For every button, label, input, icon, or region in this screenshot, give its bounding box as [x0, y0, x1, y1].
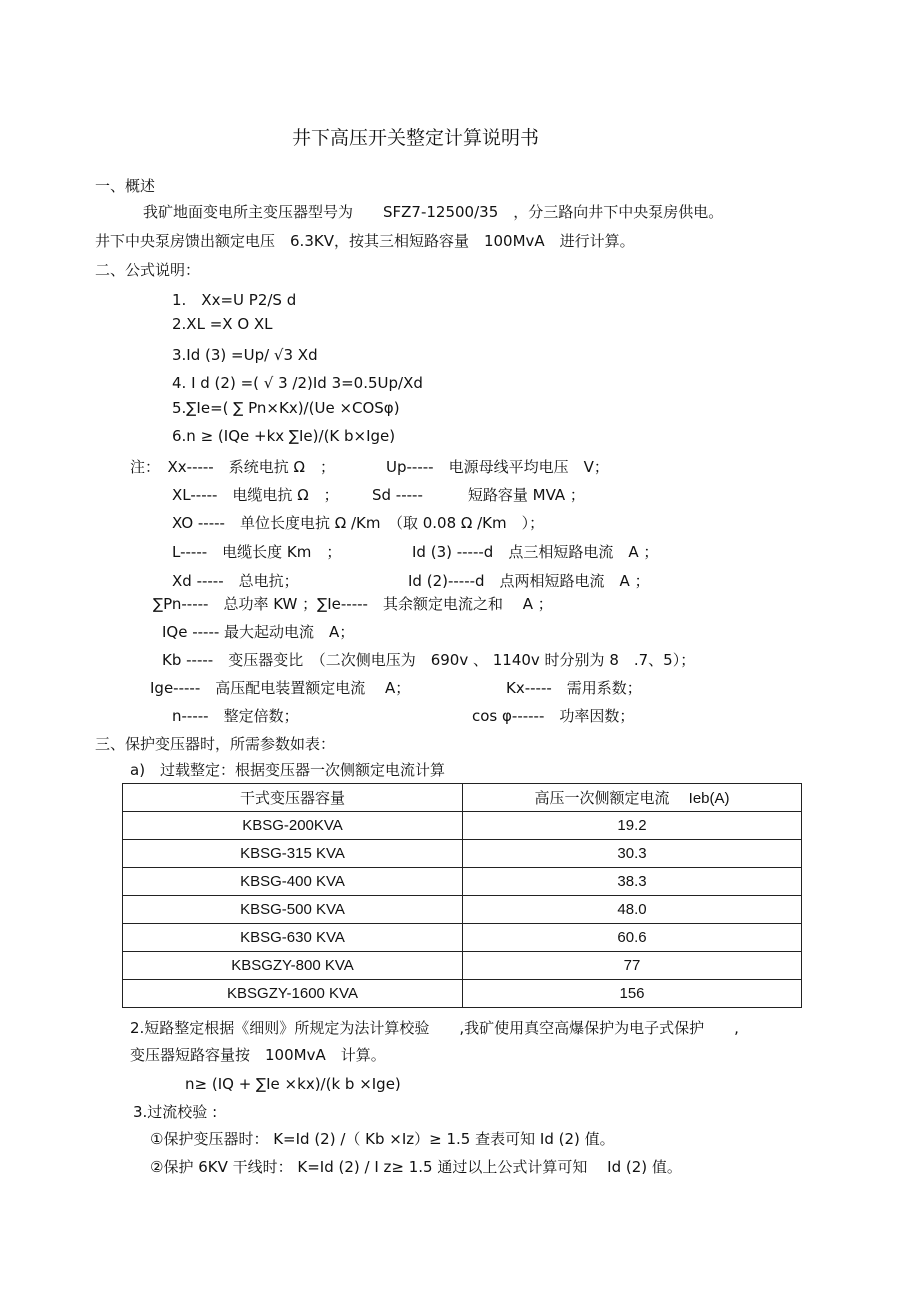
table-row [123, 952, 802, 980]
table-cell-model: KBSG-630 KVA [123, 924, 463, 952]
short-circuit-formula: n≥ (IQ + ∑Ie ×kx)/(k b ×Ige) [185, 1075, 401, 1093]
overload-setting: a) 过载整定：根据变压器一次侧额定电流计算 [130, 761, 446, 779]
formula-5: 5.∑Ie=( ∑ Pn×Kx)/(Ue ×COSφ) [172, 399, 400, 417]
table-cell-current: 60.6 [463, 924, 802, 952]
note-up: Up----- 电源母线平均电压 V； [386, 458, 609, 476]
formula-2: 2.XL =X O XL [172, 315, 273, 333]
table-cell-current: 156 [463, 980, 802, 1008]
note-xx: 注： Xx----- 系统电抗 Ω ； [130, 458, 335, 476]
overcurrent-heading: 3.过流校验 : [133, 1103, 218, 1121]
transformer-table [122, 783, 802, 1008]
table-cell-model: KBSGZY-800 KVA [123, 952, 463, 980]
table-row [123, 980, 802, 1008]
table-cell-model: KBSGZY-1600 KVA [123, 980, 463, 1008]
note-sd: Sd ----- 短路容量 MVA ； [372, 486, 585, 504]
table-cell-model: KBSG-315 KVA [123, 840, 463, 868]
table-header-current: 高压一次侧额定电流 Ieb(A) [463, 784, 802, 812]
table-row [123, 924, 802, 952]
page-title: 井下高压开关整定计算说明书 [292, 127, 540, 149]
table-cell-current: 77 [463, 952, 802, 980]
table-cell-current: 30.3 [463, 840, 802, 868]
table-cell-current: 48.0 [463, 896, 802, 924]
table-row [123, 896, 802, 924]
table-cell-current: 19.2 [463, 812, 802, 840]
note-kb: Kb ----- 变压器变比 （二次侧电压为 690v 、 1140v 时分别为 8 .7、5）； [162, 651, 696, 669]
note-id3: Id (3) -----d 点三相短路电流 A ； [412, 543, 659, 561]
formula-6: 6.n ≥ (IQe +kx ∑Ie)/(K b×Ige) [172, 427, 396, 445]
table-cell-model: KBSG-500 KVA [123, 896, 463, 924]
table-header-row [123, 784, 802, 812]
note-id2: Id (2)-----d 点两相短路电流 A ； [408, 572, 650, 590]
short-circuit-setting: 2.短路整定根据《细则》所规定为法计算校验 ,我矿使用真空高爆保护为电子式保护 , [130, 1019, 739, 1037]
note-n: n----- 整定倍数； [172, 707, 299, 725]
overview-paragraph-1: 我矿地面变电所主变压器型号为 SFZ7-12500/35 ，分三路向井下中央泵房供电。 [143, 203, 724, 221]
table-cell-current: 38.3 [463, 868, 802, 896]
overview-paragraph-2: 井下中央泵房馈出额定电压 6.3KV，按其三相短路容量 100MvA 进行计算。 [95, 232, 635, 250]
note-kx: Kx----- 需用系数； [506, 679, 642, 697]
overcurrent-trunk-line: ②保护 6KV 干线时： K=Id (2) / I z≥ 1.5 通过以上公式计算可知 Id (2) 值。 [150, 1158, 682, 1176]
note-xo: XO ----- 单位长度电抗 Ω /Km （取 0.08 Ω /Km ）； [172, 514, 545, 532]
table-row [123, 868, 802, 896]
note-xd: Xd ----- 总电抗； [172, 572, 299, 590]
note-l: L----- 电缆长度 Km ； [172, 543, 342, 561]
section-1-heading: 一、概述 [95, 177, 156, 195]
overcurrent-transformer: ①保护变压器时： K=Id (2) /（ Kb ×Iz）≥ 1.5 查表可知 Id (2) 值。 [150, 1130, 615, 1148]
note-xl: XL----- 电缆电抗 Ω ； [172, 486, 339, 504]
note-iqe: IQe ----- 最大起动电流 A； [162, 623, 355, 641]
table-row [123, 812, 802, 840]
note-pn: ∑Pn----- 总功率 KW ；∑Ie----- 其余额定电流之和 A ； [153, 595, 553, 613]
table-cell-model: KBSG-400 KVA [123, 868, 463, 896]
table-header-capacity: 干式变压器容量 [123, 784, 463, 812]
short-circuit-capacity: 变压器短路容量按 100MvA 计算。 [130, 1046, 386, 1064]
note-cos: cos φ------ 功率因数； [472, 707, 635, 725]
section-2-heading: 二、公式说明： [95, 261, 201, 279]
formula-4: 4. I d (2) =( √ 3 /2)Id 3=0.5Up/Xd [172, 374, 423, 392]
note-ige: Ige----- 高压配电装置额定电流 A； [150, 679, 411, 697]
table-row [123, 840, 802, 868]
section-3-heading: 三、保护变压器时，所需参数如表： [95, 735, 336, 753]
table-cell-model: KBSG-200KVA [123, 812, 463, 840]
formula-1: 1. Xx=U P2/S d [172, 291, 297, 309]
formula-3: 3.Id (3) =Up/ √3 Xd [172, 346, 318, 364]
